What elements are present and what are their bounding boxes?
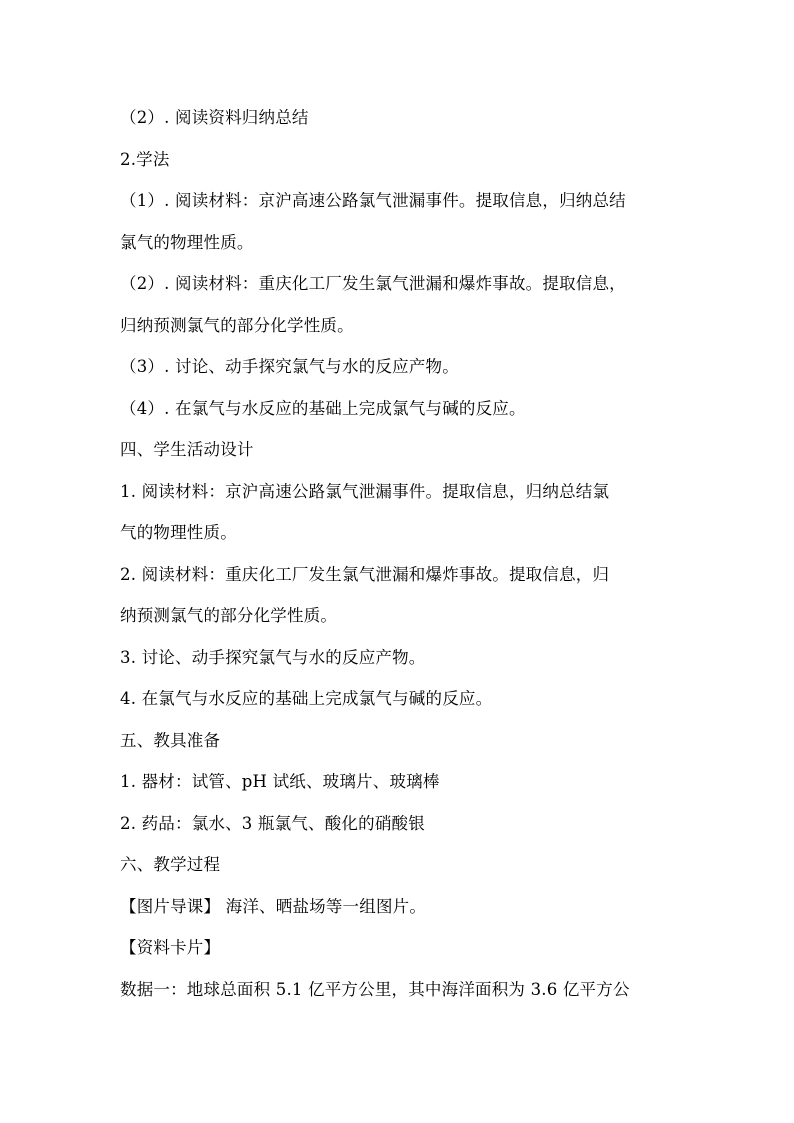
text-line: （2）. 阅读材料：重庆化工厂发生氯气泄漏和爆炸事故。提取信息， [120,274,626,293]
text-line: 1. 阅读材料：京沪高速公路氯气泄漏事件。提取信息，归纳总结氯 [120,481,610,501]
text-line: 2. 阅读材料：重庆化工厂发生氯气泄漏和爆炸事故。提取信息，归 [120,564,610,584]
text-line: 3. 讨论、动手探究氯气与水的反应产物。 [120,647,426,667]
text-line: 【资料卡片】 [120,938,221,957]
text-line: 2. 药品：氯水、3 瓶氯气、酸化的硝酸银 [120,813,425,833]
text-line: 4. 在氯气与水反应的基础上完成氯气与碱的反应。 [120,689,493,708]
text-line: （3）. 讨论、动手探究氯气与水的反应产物。 [120,357,459,376]
section-heading: 2.学法 [120,149,170,169]
text-line: 气的物理性质。 [120,523,237,542]
section-heading: 四、学生活动设计 [120,440,254,459]
text-line: 1. 器材：试管、pH 试纸、玻璃片、玻璃棒 [120,772,440,791]
text-line: 归纳预测氯气的部分化学性质。 [120,315,354,335]
text-line: 数据一：地球总面积 5.1 亿平方公里，其中海洋面积为 3.6 亿平方公 [120,979,630,999]
text-line: （4）. 在氯气与水反应的基础上完成氯气与碱的反应。 [120,398,526,418]
section-heading: 六、教学过程 [120,855,221,874]
document-body [120,100,680,1013]
text-line: 氯气的物理性质。 [120,232,254,252]
text-line: （2）. 阅读资料归纳总结 [120,108,309,127]
section-heading: 五、教具准备 [120,730,221,750]
text-line: 纳预测氯气的部分化学性质。 [120,606,338,625]
text-line: （1）. 阅读材料：京沪高速公路氯气泄漏事件。提取信息，归纳总结 [120,191,626,210]
text-line: 【图片导课】 海洋、晒盐场等一组图片。 [120,896,427,916]
